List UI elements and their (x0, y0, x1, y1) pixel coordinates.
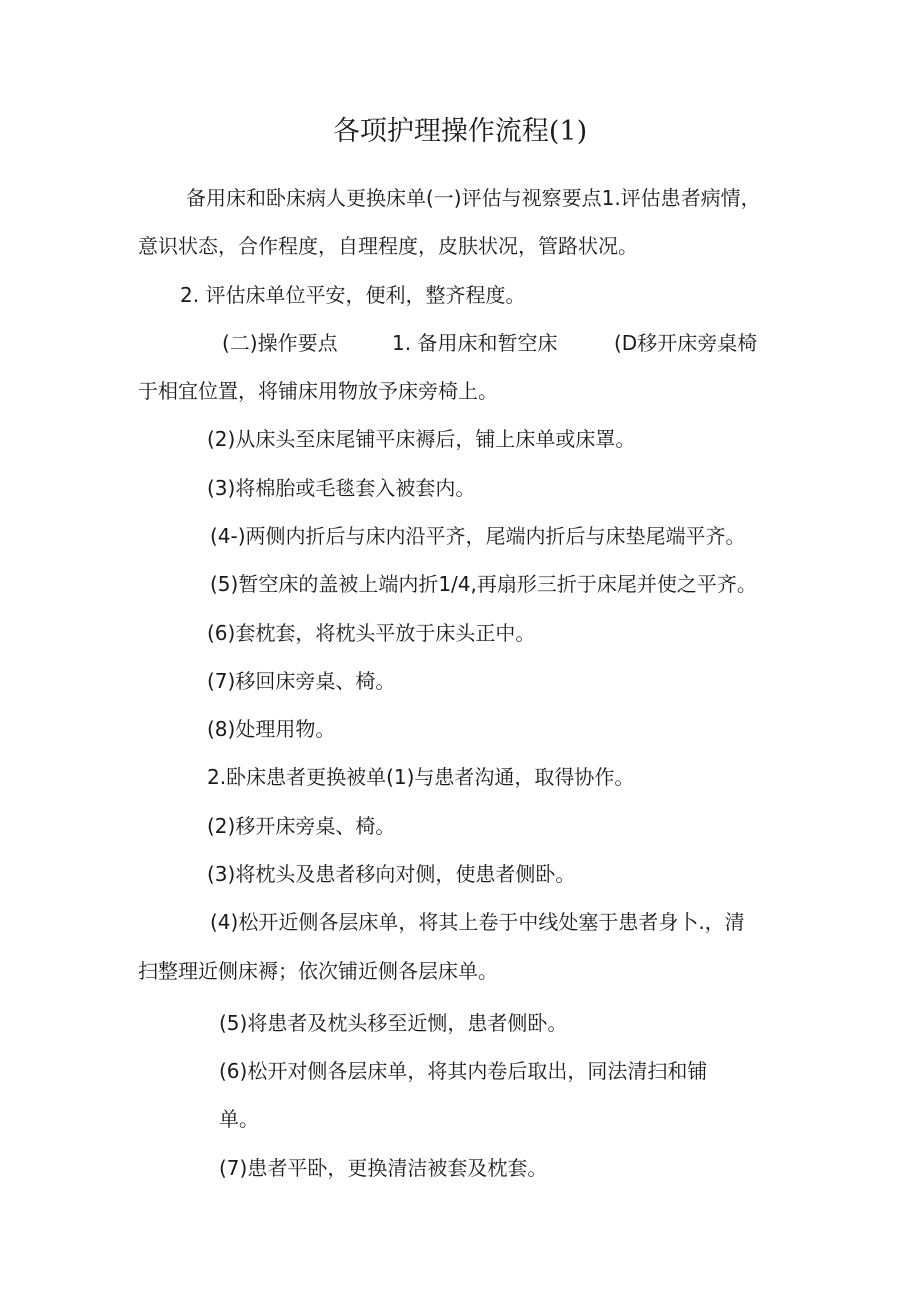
paragraph-line: (3)将棉胎或毛毯套入被套内。 (207, 476, 476, 500)
paragraph-line: (4)松开近侧各层床单，将其上卷于中线处塞于患者身卜.，清 (210, 910, 745, 934)
paragraph-line: (2)移开床旁桌、椅。 (207, 814, 396, 838)
paragraph-line: (4-)两侧内折后与床内沿平齐，尾端内折后与床垫尾端平齐。 (210, 524, 746, 548)
section-heading: (二)操作要点 (222, 331, 338, 355)
paragraph-line: (6)松开对侧各层床单，将其内卷后取出，同法清扫和铺 (219, 1059, 708, 1083)
paragraph-line: 2. 评估床单位平安，便利，整齐程度。 (180, 283, 526, 307)
paragraph-line: 备用床和卧床病人更换床单(一)评估与视察要点1.评估患者病情， (186, 186, 761, 210)
paragraph-line: (3)将枕头及患者移向对侧，使患者侧卧。 (207, 862, 576, 886)
step-text: (D移开床旁桌椅 (614, 331, 758, 355)
paragraph-line (392, 328, 557, 358)
paragraph-line: 于相宜位置，将铺床用物放予床旁椅上。 (138, 379, 498, 403)
paragraph-line: 2.卧床患者更换被单(1)与患者沟通，取得协作。 (207, 765, 635, 789)
paragraph-line: (7)移回床旁桌、椅。 (207, 669, 396, 693)
paragraph-line: (8)处理用物。 (207, 717, 336, 741)
subsection-heading: 1. 备用床和暂空床 (392, 331, 558, 355)
paragraph-line: 扫整理近侧床褥；依次铺近侧各层床单。 (138, 959, 498, 983)
paragraph-line: (7)患者平卧，更换清洁被套及枕套。 (219, 1156, 548, 1180)
paragraph-line (614, 328, 757, 358)
paragraph-line: 意识状态，合作程度，自理程度，皮肤状况，管路状况。 (138, 234, 638, 258)
paragraph-line: 单。 (219, 1107, 259, 1131)
paragraph-line: (5)暂空床的盖被上端内折1/4,再扇形三折于床尾并使之平齐。 (210, 572, 757, 596)
paragraph-line: (2)从床头至床尾铺平床褥后，铺上床单或床罩。 (207, 427, 636, 451)
paragraph-line: (5)将患者及枕头移至近恻，患者侧卧。 (219, 1011, 568, 1035)
paragraph-line: (6)套枕套，将枕头平放于床头正中。 (207, 621, 536, 645)
paragraph-line (222, 328, 338, 358)
page-title: 各项护理操作流程(1) (332, 116, 588, 147)
